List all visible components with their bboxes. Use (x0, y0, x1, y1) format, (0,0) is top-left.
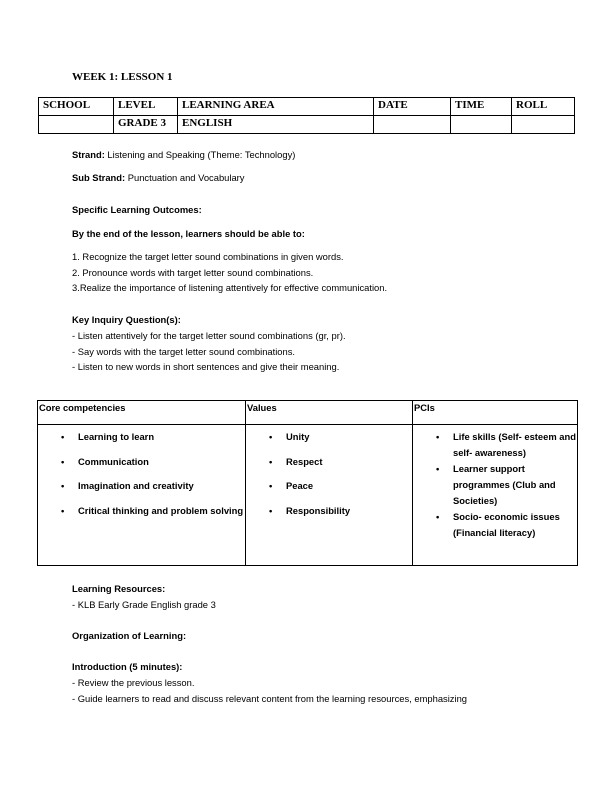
resource-item: - KLB Early Grade English grade 3 (72, 599, 216, 610)
inquiry-item: - Listen attentively for the target letter sound combinations (gr, pr). (72, 330, 346, 341)
strand-line (72, 149, 295, 161)
core-competency-item: • Learning to learn (78, 429, 245, 445)
introduction-list (72, 677, 467, 708)
strand-value: Listening and Speaking (Theme: Technology) (104, 149, 296, 160)
sub-strand-label: Sub Strand: (72, 172, 126, 183)
pcis-list (413, 429, 577, 541)
school-header: SCHOOL (39, 98, 114, 116)
time-value (451, 116, 512, 134)
header-row (39, 98, 575, 116)
inquiry-item: - Listen to new words in short sentences and give their meaning. (72, 361, 340, 372)
resources-heading: Learning Resources: (72, 583, 166, 594)
values-cell (246, 425, 413, 566)
sub-strand-value: Punctuation and Vocabulary (125, 172, 245, 183)
learning-area-value: ENGLISH (178, 116, 374, 134)
core-competency-item: • Communication (78, 454, 245, 470)
outcome-item: 2. Pronounce words with target letter sound combinations. (72, 266, 314, 278)
time-header: TIME (451, 98, 512, 116)
value-item: • Responsibility (286, 503, 412, 519)
page-title: WEEK 1: LESSON 1 (72, 71, 173, 83)
introduction-heading: Introduction (5 minutes): (72, 661, 183, 672)
slo-heading: Specific Learning Outcomes: (72, 204, 202, 215)
inquiry-heading: Key Inquiry Question(s): (72, 314, 181, 325)
level-header: LEVEL (114, 98, 178, 116)
outcome-item: 3.Realize the importance of listening attentively for effective communication. (72, 282, 388, 293)
date-header: DATE (374, 98, 451, 116)
pci-item: • Life skills (Self- esteem and self- awareness) (453, 429, 577, 461)
level-value: GRADE 3 (114, 116, 178, 134)
school-value (39, 116, 114, 134)
core-competencies-list (38, 429, 245, 519)
organization-heading: Organization of Learning: (72, 630, 187, 641)
introduction-item: - Guide learners to read and discuss relevant content from the learning resources, emphasizing (72, 692, 467, 704)
value-item: • Peace (286, 478, 412, 494)
values-list (246, 429, 412, 519)
slo-intro: By the end of the lesson, learners should be able to: (72, 228, 305, 239)
outcomes-list (72, 251, 387, 298)
competency-header-row (38, 401, 578, 425)
inquiry-list (72, 330, 346, 377)
value-item: • Unity (286, 429, 412, 445)
competency-body-row (38, 425, 578, 566)
values-header: Values (246, 401, 413, 425)
value-item: • Respect (286, 454, 412, 470)
pcis-cell (413, 425, 578, 566)
core-competencies-header: Core competencies (38, 401, 246, 425)
competency-table (37, 400, 578, 566)
sub-strand-line (72, 172, 244, 184)
pcis-header: PCIs (413, 401, 578, 425)
introduction-item: - Review the previous lesson. (72, 677, 195, 688)
inquiry-item: - Say words with the target letter sound combinations. (72, 345, 296, 357)
core-competencies-cell (38, 425, 246, 566)
learning-area-header: LEARNING AREA (178, 98, 374, 116)
date-value (374, 116, 451, 134)
pci-item: • Learner support programmes (Club and Societies) (453, 461, 577, 509)
header-value-row (39, 116, 575, 134)
lesson-header-table (38, 97, 575, 134)
pci-item: • Socio- economic issues (Financial literacy) (453, 509, 577, 541)
outcome-item: 1. Recognize the target letter sound combinations in given words. (72, 251, 344, 262)
roll-value (512, 116, 575, 134)
strand-label: Strand: (72, 149, 105, 160)
roll-header: ROLL (512, 98, 575, 116)
core-competency-item: • Imagination and creativity (78, 478, 245, 494)
core-competency-item: • Critical thinking and problem solving (78, 503, 245, 519)
